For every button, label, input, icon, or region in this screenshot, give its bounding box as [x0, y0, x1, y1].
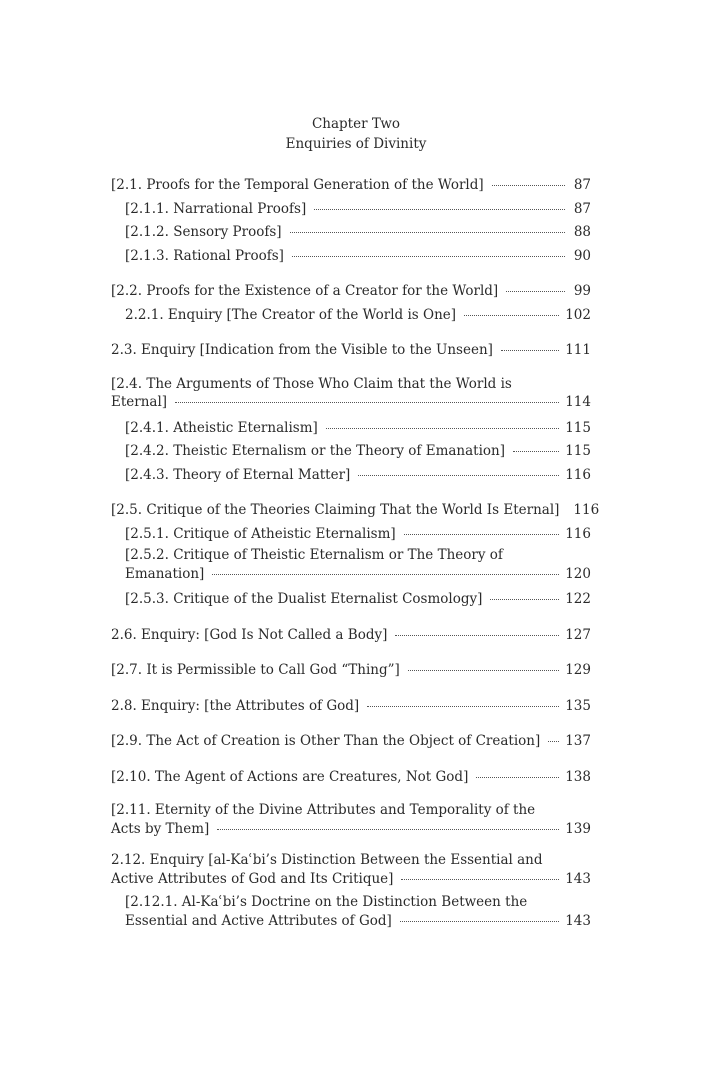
toc-entry[interactable]: [2.4.1. Atheistic Eternalism] 115	[111, 417, 591, 441]
dot-leader	[476, 777, 559, 778]
page-number: 99	[573, 283, 591, 299]
page-number: 143	[565, 912, 591, 929]
page-number: 111	[565, 342, 591, 358]
toc-entry[interactable]: [2.1.2. Sensory Proofs] 88	[111, 221, 591, 245]
toc-entry[interactable]: Active Attributes of God and Its Critique] 143	[111, 870, 591, 890]
page-number: 114	[565, 394, 591, 410]
toc-entry[interactable]: Acts by Them] 139	[111, 820, 591, 840]
page-number: 116	[565, 525, 591, 542]
toc-entry[interactable]: 2.2.1. Enquiry [The Creator of the World is One] 102	[111, 304, 591, 328]
dot-leader	[401, 879, 559, 880]
toc-entry[interactable]: [2.5. Critique of the Theories Claiming That the World Is Eternal] 116	[111, 499, 591, 523]
chapter-heading	[0, 115, 712, 154]
page-number: 115	[565, 443, 591, 459]
page-number: 120	[565, 565, 591, 582]
dot-leader	[506, 291, 565, 292]
page-number: 143	[565, 870, 591, 887]
toc-entry[interactable]: [2.7. It is Permissible to Call God “Thing”] 129	[111, 659, 591, 683]
toc-entry[interactable]: [2.5.3. Critique of the Dualist Eternalist Cosmology] 122	[111, 588, 591, 612]
dot-leader	[513, 451, 559, 452]
dot-leader	[395, 635, 559, 636]
toc-entry-line1[interactable]: 2.12. Enquiry [al-Kaʿbi’s Distinction Between the Essential and	[111, 852, 543, 868]
toc-entry[interactable]: Essential and Active Attributes of God] 143	[111, 912, 591, 932]
toc-entry[interactable]: [2.9. The Act of Creation is Other Than the Object of Creation] 137	[111, 730, 591, 754]
dot-leader	[212, 574, 559, 575]
toc-entry[interactable]: 2.8. Enquiry: [the Attributes of God] 135	[111, 695, 591, 719]
page-number: 137	[565, 733, 591, 749]
page-number: 90	[573, 247, 591, 264]
page-number: 135	[565, 697, 591, 714]
toc-section-2-9	[111, 730, 591, 754]
dot-leader	[314, 209, 565, 210]
toc-entry[interactable]: [2.4.3. Theory of Eternal Matter] 116	[111, 464, 591, 488]
dot-leader	[217, 829, 559, 830]
dot-leader	[400, 921, 559, 922]
toc-section-2-7	[111, 659, 591, 683]
toc-section-2-4	[111, 375, 591, 488]
toc-entry[interactable]: [2.4.2. Theistic Eternalism or the Theory of Emanation] 115	[111, 440, 591, 464]
dot-leader	[548, 741, 559, 742]
toc-entry[interactable]: 2.3. Enquiry [Indication from the Visible to the Unseen] 111	[111, 339, 591, 363]
page-number: 139	[565, 820, 591, 837]
toc-entry[interactable]: [2.5.1. Critique of Atheistic Eternalism] 116	[111, 523, 591, 547]
toc-section-2-6	[111, 624, 591, 648]
toc-section-2-2	[111, 280, 591, 327]
dot-leader	[404, 534, 560, 535]
page-number: 122	[565, 591, 591, 607]
toc-entry[interactable]: Eternal] 114	[111, 393, 591, 413]
toc-entry[interactable]: 2.6. Enquiry: [God Is Not Called a Body] 127	[111, 624, 591, 648]
toc-entry[interactable]: [2.1.3. Rational Proofs] 90	[111, 245, 591, 269]
toc-entry[interactable]: [2.1. Proofs for the Temporal Generation of the World] 87	[111, 174, 591, 198]
dot-leader	[326, 428, 559, 429]
dot-leader	[490, 599, 559, 600]
toc-entry[interactable]: [2.2. Proofs for the Existence of a Creator for the World] 99	[111, 280, 591, 304]
chapter-number: Chapter Two	[311, 116, 401, 132]
toc-section-2-5	[111, 499, 600, 612]
dot-leader	[501, 350, 559, 351]
dot-leader	[464, 315, 559, 316]
chapter-title: Enquiries of Divinity	[285, 135, 427, 152]
toc-entry[interactable]: [2.10. The Agent of Actions are Creatures, Not God] 138	[111, 766, 591, 790]
toc-entry-line1[interactable]: [2.5.2. Critique of Theistic Eternalism or The Theory of	[125, 547, 503, 563]
toc-section-2-10	[111, 766, 591, 790]
toc-entry[interactable]: [2.1.1. Narrational Proofs] 87	[111, 198, 591, 222]
dot-leader	[290, 232, 565, 233]
dot-leader	[175, 402, 559, 403]
dot-leader	[358, 475, 559, 476]
toc-entry-line1[interactable]: [2.12.1. Al-Kaʿbi’s Doctrine on the Distinction Between the	[125, 894, 528, 910]
table-of-contents	[111, 174, 600, 943]
page-number: 127	[565, 626, 591, 643]
page-number: 88	[573, 224, 591, 240]
page-number: 129	[565, 662, 591, 678]
page-number: 116	[565, 466, 591, 483]
page-number: 87	[573, 200, 591, 217]
dot-leader	[292, 256, 565, 257]
toc-entry-line1[interactable]: [2.4. The Arguments of Those Who Claim that the World is	[111, 375, 512, 392]
dot-leader	[408, 670, 559, 671]
dot-leader	[367, 706, 559, 707]
page-number: 116	[573, 502, 600, 518]
dot-leader	[492, 185, 565, 186]
toc-section-2-12	[111, 851, 591, 931]
toc-section-2-3	[111, 339, 591, 363]
toc-entry[interactable]: Emanation] 120	[111, 565, 591, 585]
page-number: 115	[565, 419, 591, 436]
toc-section-2-11	[111, 801, 591, 839]
toc-section-2-1	[111, 174, 591, 268]
page-number: 138	[565, 768, 591, 785]
page-number: 102	[565, 306, 591, 323]
toc-entry-line1[interactable]: [2.11. Eternity of the Divine Attributes and Temporality of the	[111, 802, 536, 818]
toc-section-2-8	[111, 695, 591, 719]
page-number: 87	[573, 177, 591, 193]
